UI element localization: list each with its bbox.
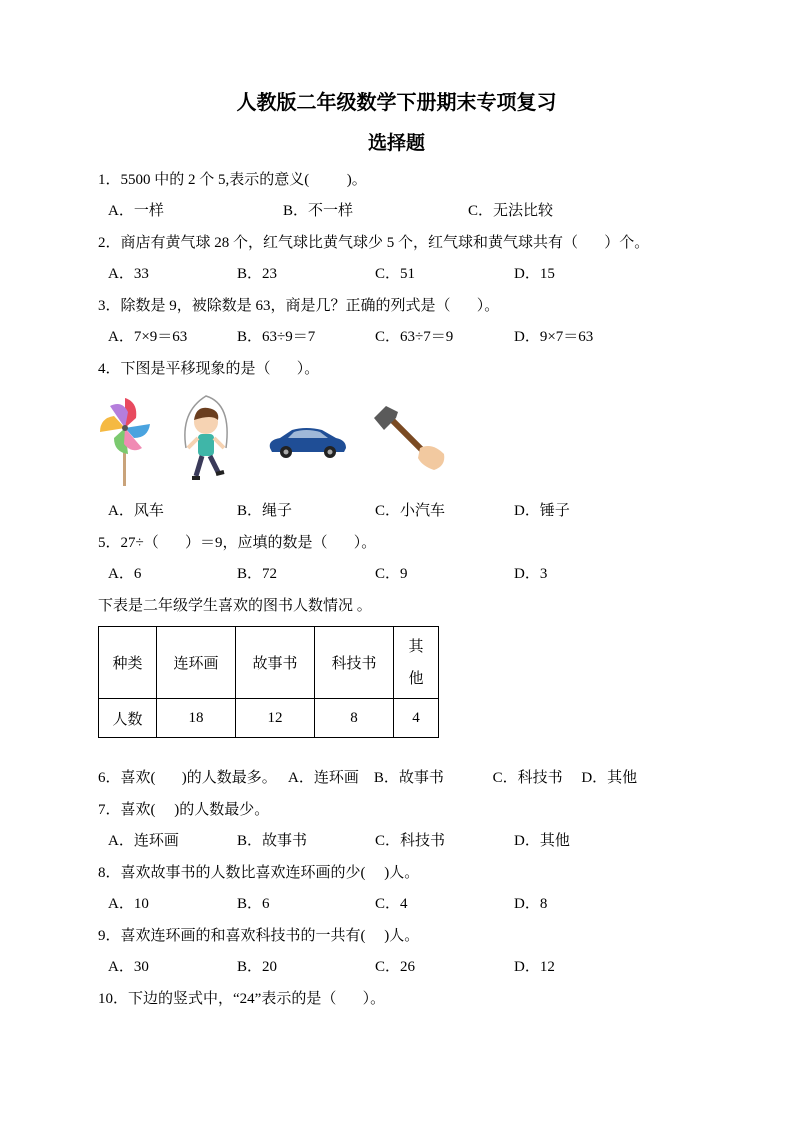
page-title: 人教版二年级数学下册期末专项复习 — [236, 90, 557, 114]
hammer-image — [372, 402, 448, 474]
q4-option-d: D．锤子 — [514, 503, 570, 519]
q3-option-d: D．9×7＝63 — [514, 329, 594, 345]
q3-option-c: C．63÷7＝9 — [375, 329, 454, 345]
q8-option-b: B．6 — [237, 896, 270, 912]
table-row-label: 人数 — [99, 699, 157, 738]
question-4: 4．下图是平移现象的是（ ）。 — [98, 361, 320, 377]
question-5: 5．27÷（ ）＝9，应填的数是（ ）。 — [98, 535, 377, 551]
table-data-row — [99, 699, 439, 738]
q3-option-b: B．63÷9＝7 — [237, 329, 316, 345]
pinwheel-pin — [122, 425, 128, 431]
q1-option-c: C．无法比较 — [468, 203, 554, 219]
pinwheel-image — [98, 394, 154, 488]
table-header-cell: 种类 — [99, 627, 157, 699]
hand — [418, 446, 444, 470]
table-intro: 下表是二年级学生喜欢的图书人数情况 。 — [98, 598, 372, 614]
table-header-char: 其 — [408, 638, 424, 655]
question-9: 9．喜欢连环画的和喜欢科技书的一共有( )人。 — [98, 928, 420, 944]
question-7: 7．喜欢( )的人数最少。 — [98, 802, 270, 818]
q5-option-c: C．9 — [375, 566, 408, 582]
boy-legs — [196, 456, 218, 476]
q7-option-d: D．其他 — [514, 833, 570, 849]
q7-option-b: B．故事书 — [237, 833, 308, 849]
q8-option-d: D．8 — [514, 896, 548, 912]
table-cell: 18 — [157, 699, 236, 738]
q5-option-a: A．6 — [108, 566, 142, 582]
book-preference-table — [98, 626, 439, 738]
table-header-char: 他 — [408, 670, 424, 687]
jump-rope-boy-image — [176, 392, 234, 490]
q2-option-c: C．51 — [375, 266, 416, 282]
table-header-row — [99, 627, 439, 699]
table-header-cell: 故事书 — [236, 627, 315, 699]
q2-option-b: B．23 — [237, 266, 278, 282]
table-cell: 8 — [315, 699, 394, 738]
q1-option-a: A．一样 — [108, 203, 164, 219]
car-image — [266, 420, 348, 460]
table-header-cell: 连环画 — [157, 627, 236, 699]
q1-option-b: B．不一样 — [283, 203, 354, 219]
q9-option-a: A．30 — [108, 959, 149, 975]
question-1: 1．5500 中的 2 个 5,表示的意义( )。 — [98, 172, 367, 188]
q4-option-c: C．小汽车 — [375, 503, 446, 519]
q8-option-c: C．4 — [375, 896, 408, 912]
boy-shirt — [198, 434, 214, 456]
question-2: 2．商店有黄气球 28 个，红气球比黄气球少 5 个，红气球和黄气球共有（ ）个。 — [98, 235, 650, 251]
q9-option-d: D．12 — [514, 959, 555, 975]
q4-option-b: B．绳子 — [237, 503, 293, 519]
question-10: 10．下边的竖式中，“24”表示的是（ ）。 — [98, 991, 386, 1007]
question-3: 3．除数是 9，被除数是 63，商是几？正确的列式是（ ）。 — [98, 298, 500, 314]
q2-option-d: D．15 — [514, 266, 555, 282]
q9-option-c: C．26 — [375, 959, 416, 975]
table-cell: 12 — [236, 699, 315, 738]
q3-option-a: A．7×9＝63 — [108, 329, 188, 345]
car-hub — [284, 450, 289, 455]
q5-option-d: D．3 — [514, 566, 548, 582]
q7-option-c: C．科技书 — [375, 833, 446, 849]
page-subtitle: 选择题 — [367, 132, 425, 154]
table-cell: 4 — [394, 699, 439, 738]
q2-option-a: A．33 — [108, 266, 149, 282]
question-8: 8．喜欢故事书的人数比喜欢连环画的少( )人。 — [98, 865, 420, 881]
table-header-cell: 科技书 — [315, 627, 394, 699]
q4-option-a: A．风车 — [108, 503, 164, 519]
question-6: 6．喜欢( )的人数最多。 A．连环画 B．故事书 C．科技书 D．其他 — [98, 770, 638, 786]
q7-option-a: A．连环画 — [108, 833, 179, 849]
q9-option-b: B．20 — [237, 959, 278, 975]
car-hub — [328, 450, 333, 455]
q5-option-b: B．72 — [237, 566, 278, 582]
table-header-cell-other — [394, 627, 439, 699]
q8-option-a: A．10 — [108, 896, 149, 912]
